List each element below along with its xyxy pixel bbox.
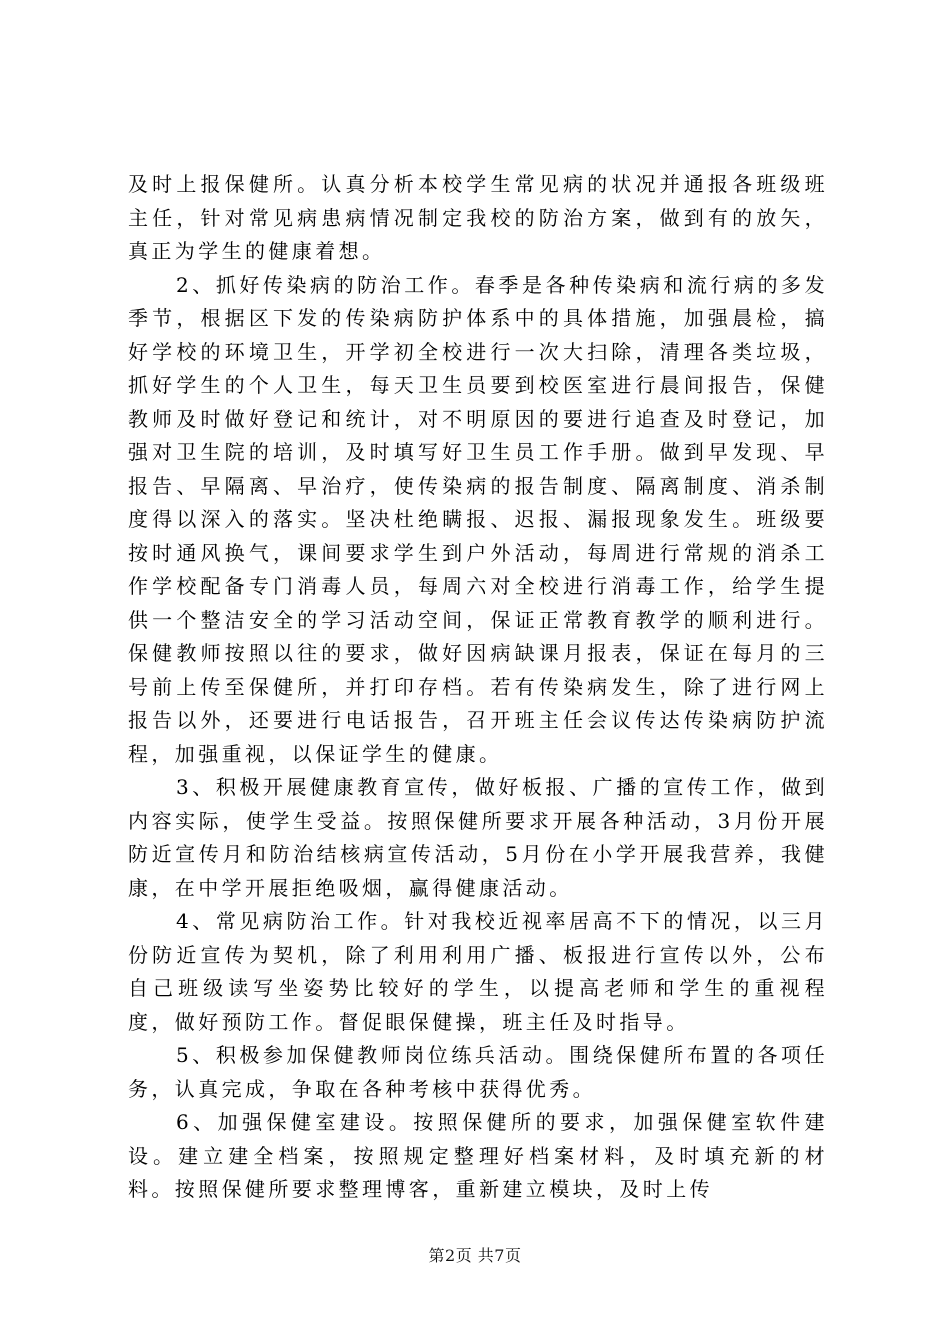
paragraph-1: 及时上报保健所。认真分析本校学生常见病的状况并通报各班级班主任，针对常见病患病情况制定我校的防治方案，做到有的放矢，真正为学生的健康着想。 <box>128 172 828 263</box>
document-body <box>128 168 828 1207</box>
paragraph-2: 2、抓好传染病的防治工作。春季是各种传染病和流行病的多发季节，根据区下发的传染病防护体系中的具体措施，加强晨检，搞好学校的环境卫生，开学初全校进行一次大扫除，清理各类垃圾，抓好学生的个人卫生，每天卫生员要到校医室进行晨间报告，保健教师及时做好登记和统计，对不明原因的要进行追查及时登记，加强对卫生院的培训，及时填写好卫生员工作手册。做到早发现、早报告、早隔离、早治疗，使传染病的报告制度、隔离制度、消杀制度得以深入的落实。坚决杜绝瞒报、迟报、漏报现象发生。班级要按时通风换气，课间要求学生到户外活动，每周进行常规的消杀工作学校配备专门消毒人员，每周六对全校进行消毒工作，给学生提供一个整洁安全的学习活动空间，保证正常教育教学的顺利进行。保健教师按照以往的要求，做好因病缺课月报表，保证在每月的三号前上传至保健所，并打印存档。若有传染病发生，除了进行网上报告以外，还要进行电话报告，召开班主任会议传达传染病防护流程，加强重视，以保证学生的健康。 <box>128 272 828 766</box>
page-number-footer: 第2页 共7页 <box>428 1246 522 1265</box>
paragraph-3: 3、积极开展健康教育宣传，做好板报、广播的宣传工作，做到内容实际，使学生受益。按照保健所要求开展各种活动，3月份开展防近宣传月和防治结核病宣传活动，5月份在小学开展我营养，我健康，在中学开展拒绝吸烟，赢得健康活动。 <box>128 775 828 900</box>
paragraph-6: 6、加强保健室建设。按照保健所的要求，加强保健室软件建设。建立建全档案，按照规定整理好档案材料，及时填充新的材料。按照保健所要求整理博客，重新建立模块，及时上传 <box>128 1110 828 1201</box>
paragraph-4: 4、常见病防治工作。针对我校近视率居高不下的情况，以三月份防近宣传为契机，除了利用利用广播、板报进行宣传以外，公布自己班级读写坐姿势比较好的学生，以提高老师和学生的重视程度，做好预防工作。督促眼保健操，班主任及时指导。 <box>128 909 828 1034</box>
paragraph-5: 5、积极参加保健教师岗位练兵活动。围绕保健所布置的各项任务，认真完成，争取在各种考核中获得优秀。 <box>128 1043 828 1101</box>
